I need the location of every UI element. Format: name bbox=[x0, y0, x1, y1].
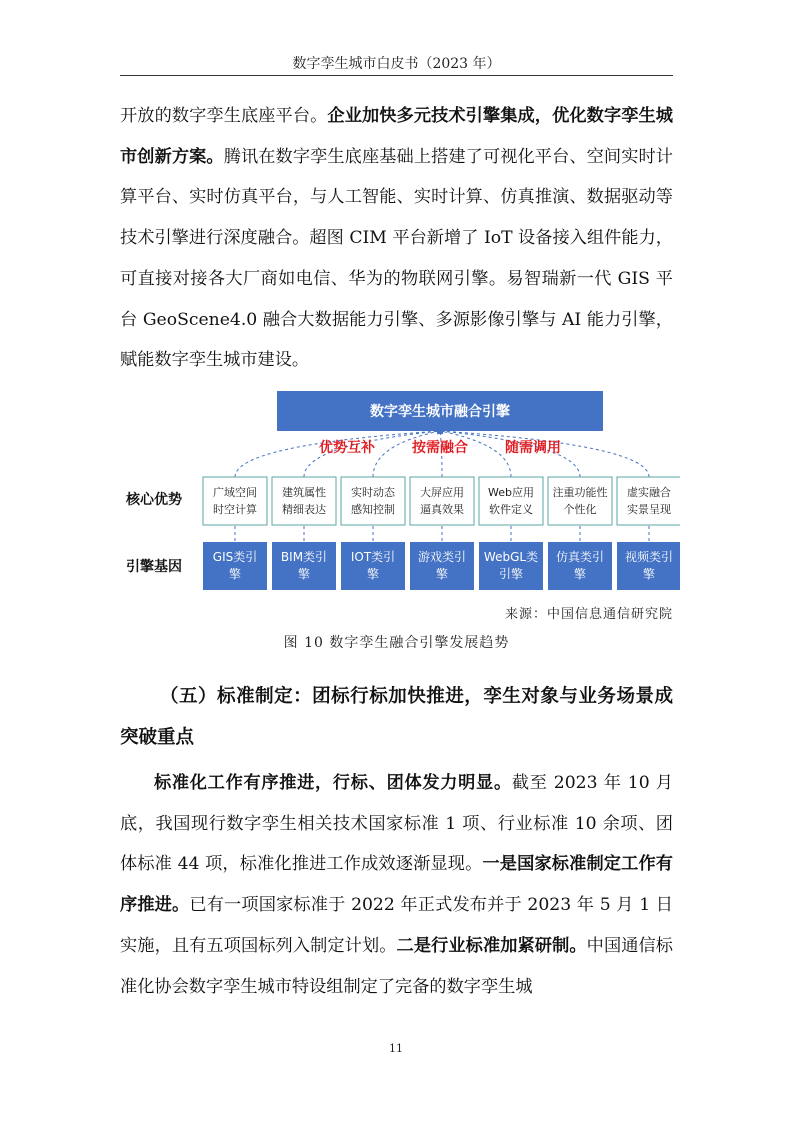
engine-text: 擎 bbox=[642, 567, 656, 581]
advantage-text: 实时动态 bbox=[351, 486, 395, 499]
engine-text: BIM类引 bbox=[280, 550, 328, 564]
advantage-box bbox=[479, 477, 543, 525]
label-complementary: 优势互补 bbox=[319, 440, 375, 456]
para2-text-a: 截至 2023 年 10 月底，我国现行数字孪生相关技术国家标准 1 项、行业标准 10 余项、团体标准 44 项，标准化推进工作成效逐渐显现。 bbox=[120, 773, 673, 875]
page-number: 11 bbox=[389, 1042, 403, 1055]
advantage-box bbox=[410, 477, 474, 525]
advantage-text: 时空计算 bbox=[213, 503, 257, 516]
advantage-text: 虚实融合 bbox=[627, 486, 671, 499]
advantage-row bbox=[203, 477, 680, 525]
advantage-box bbox=[272, 477, 336, 525]
engine-row bbox=[203, 542, 680, 590]
engine-text: 擎 bbox=[228, 567, 242, 581]
engine-text: WebGL类 bbox=[483, 550, 539, 564]
advantage-text: 感知控制 bbox=[351, 503, 395, 516]
advantage-box bbox=[617, 477, 680, 525]
advantage-text: 建筑属性 bbox=[282, 486, 326, 499]
advantage-text: 实景呈现 bbox=[627, 503, 671, 516]
row-label-core-advantages: 核心优势 bbox=[126, 492, 182, 508]
diagram-title: 数字孪生城市融合引擎 bbox=[370, 404, 510, 420]
para2-bold-c: 二是行业标准加紧研制。 bbox=[396, 935, 587, 956]
paragraph-engine-integration bbox=[120, 96, 673, 381]
para1-bold-a: 企业加快多元技术引擎集成，优化数字孪生城市创新方案。 bbox=[120, 106, 673, 167]
advantage-text: 精细表达 bbox=[282, 503, 326, 516]
engine-text: 游戏类引 bbox=[417, 550, 467, 564]
advantage-text: Web应用 bbox=[488, 486, 534, 499]
engine-text: 视频类引 bbox=[624, 550, 674, 564]
label-on-demand-call: 随需调用 bbox=[505, 440, 561, 456]
advantage-box bbox=[203, 477, 267, 525]
engine-text: 擎 bbox=[435, 567, 449, 581]
advantage-text: 大屏应用 bbox=[420, 486, 464, 499]
engine-text: 擎 bbox=[573, 567, 587, 581]
para1-text-a: 开放的数字孪生底座平台。 bbox=[120, 106, 328, 126]
figure-source: 来源：中国信息通信研究院 bbox=[504, 607, 673, 622]
para2-bold-a: 标准化工作有序推进，行标、团体发力明显。 bbox=[154, 773, 512, 793]
paragraph-standards bbox=[120, 763, 673, 1007]
advantage-text: 逼真效果 bbox=[420, 503, 464, 516]
para2-bold-b: 一是国家标准制定工作有序推进。 bbox=[120, 854, 673, 916]
advantage-text: 广域空间 bbox=[213, 486, 257, 499]
para1-text-b: 腾讯在数字孪生底座基础上搭建了可视化平台、空间实时计算平台、实时仿真平台，与人工智能、实时计算、仿真推演、数据驱动等技术引擎进行深度融合。超图 CIM 平台新增了 IoT 设备接入组件能力，可直接对接各大厂商如电信、华为的物联网引擎。易智瑞新一代 GIS 平台 GeoScene4.0 融合大数据能力引擎、多源影像引擎与 AI 能力引擎，赋能数字孪生城市建设。 bbox=[120, 146, 673, 371]
section-heading: （五）标准制定：团标行标加快推进，孪生对象与业务场景成突破重点 bbox=[120, 686, 673, 748]
engine-text: 仿真类引 bbox=[555, 550, 605, 564]
para2-text-b: 已有一项国家标准于 2022 年正式发布并于 2023 年 5 月 1 日实施，且有五项国标列入制定计划。 bbox=[120, 895, 673, 956]
engine-text: 擎 bbox=[297, 567, 311, 581]
header-rule bbox=[120, 75, 673, 76]
engine-text: GIS类引 bbox=[212, 550, 258, 564]
fusion-engine-diagram bbox=[120, 385, 680, 600]
figure-caption: 图 10 数字孪生融合引擎发展趋势 bbox=[283, 635, 510, 651]
label-on-demand-fusion: 按需融合 bbox=[412, 440, 468, 456]
engine-text: 擎 bbox=[366, 567, 380, 581]
advantage-text: 个性化 bbox=[563, 503, 597, 516]
advantage-text: 软件定义 bbox=[489, 503, 533, 516]
running-header: 数字孪生城市白皮书（2023 年） bbox=[292, 56, 501, 72]
engine-text: 引擎 bbox=[498, 567, 524, 581]
advantage-box bbox=[341, 477, 405, 525]
para2-text-c: 中国通信标准化协会数字孪生城市特设组制定了完备的数字孪生城 bbox=[120, 935, 673, 997]
row-label-engine-genes: 引擎基因 bbox=[126, 559, 182, 575]
advantage-text: 注重功能性 bbox=[552, 486, 608, 499]
engine-text: IOT类引 bbox=[350, 550, 396, 564]
advantage-box bbox=[548, 477, 612, 525]
